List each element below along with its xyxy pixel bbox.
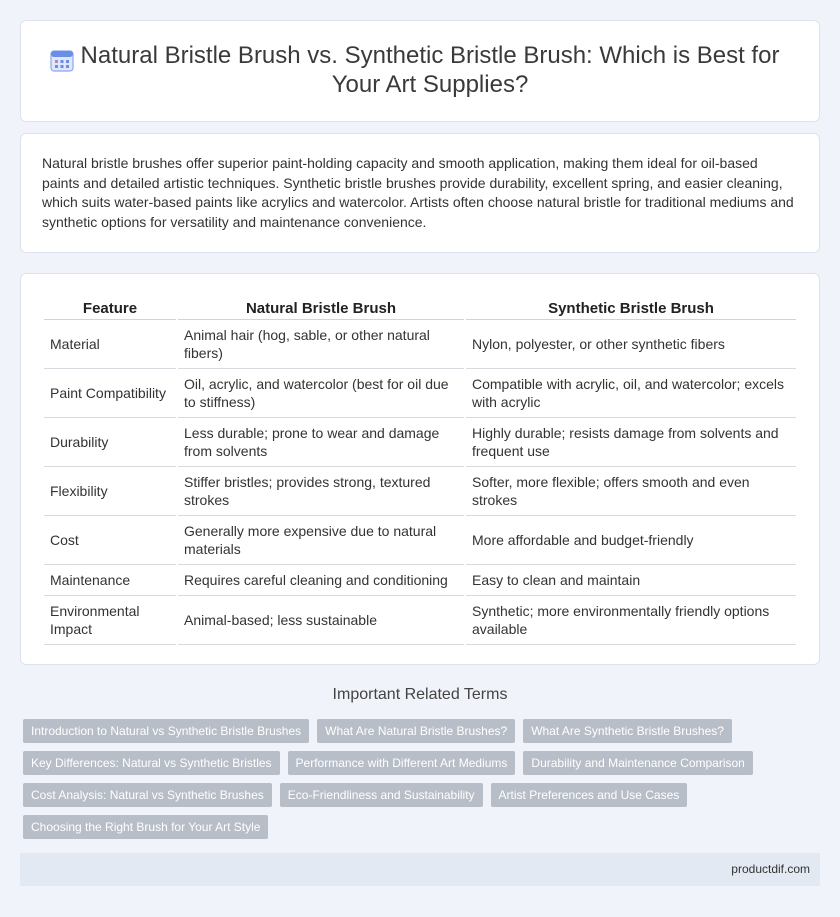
related-term-tag[interactable]: Performance with Different Art Mediums <box>288 751 516 775</box>
related-term-tag[interactable]: Durability and Maintenance Comparison <box>523 751 752 775</box>
cell-synthetic: More affordable and budget-friendly <box>466 516 796 565</box>
header-card <box>20 20 820 122</box>
header-natural: Natural Bristle Brush <box>178 296 464 320</box>
related-term-tag[interactable]: Introduction to Natural vs Synthetic Bristle Brushes <box>23 719 309 743</box>
table-row <box>44 516 796 565</box>
cell-synthetic: Highly durable; resists damage from solvents and frequent use <box>466 418 796 467</box>
related-terms-title: Important Related Terms <box>332 686 508 703</box>
footer-bar <box>20 853 820 886</box>
cell-natural: Animal-based; less sustainable <box>178 596 464 645</box>
related-term-tag[interactable]: What Are Natural Bristle Brushes? <box>317 719 515 743</box>
cell-feature: Flexibility <box>44 467 176 516</box>
header-synthetic: Synthetic Bristle Brush <box>466 296 796 320</box>
comparison-card <box>20 273 820 665</box>
table-row <box>44 467 796 516</box>
page-title: Natural Bristle Brush vs. Synthetic Bristle Brush: Which is Best for Your Art Supplies? <box>80 42 780 98</box>
cell-natural: Generally more expensive due to natural materials <box>178 516 464 565</box>
table-row <box>44 596 796 645</box>
cell-feature: Paint Compatibility <box>44 369 176 418</box>
related-terms-list <box>23 719 803 839</box>
comparison-table <box>42 296 798 645</box>
table-row <box>44 369 796 418</box>
cell-natural: Requires careful cleaning and conditioning <box>178 565 464 596</box>
cell-synthetic: Softer, more flexible; offers smooth and even strokes <box>466 467 796 516</box>
related-term-tag[interactable]: Key Differences: Natural vs Synthetic Bristles <box>23 751 280 775</box>
cell-natural: Oil, acrylic, and watercolor (best for oil due to stiffness) <box>178 369 464 418</box>
cell-feature: Environmental Impact <box>44 596 176 645</box>
related-term-tag[interactable]: Artist Preferences and Use Cases <box>491 783 688 807</box>
table-header-row <box>44 296 796 320</box>
cell-synthetic: Synthetic; more environmentally friendly options available <box>466 596 796 645</box>
footer-site-link[interactable]: productdif.com <box>731 862 810 876</box>
cell-feature: Maintenance <box>44 565 176 596</box>
header-feature: Feature <box>44 296 176 320</box>
related-term-tag[interactable]: Cost Analysis: Natural vs Synthetic Brushes <box>23 783 272 807</box>
cell-feature: Durability <box>44 418 176 467</box>
table-row <box>44 418 796 467</box>
intro-paragraph: Natural bristle brushes offer superior paint-holding capacity and smooth application, making them ideal for oil-based paints and detailed artistic techniques. Synthetic bristle brushes provide durability, excellent spring, and easier cleaning, which suits water-based paints like acrylics and watercolor. Artists often choose natural bristle for traditional mediums and synthetic options for versatility and maintenance convenience. <box>42 155 794 230</box>
cell-synthetic: Nylon, polyester, or other synthetic fibers <box>466 320 796 369</box>
cell-synthetic: Easy to clean and maintain <box>466 565 796 596</box>
cell-feature: Material <box>44 320 176 369</box>
cell-natural: Less durable; prone to wear and damage from solvents <box>178 418 464 467</box>
cell-natural: Stiffer bristles; provides strong, textured strokes <box>178 467 464 516</box>
related-term-tag[interactable]: Eco-Friendliness and Sustainability <box>280 783 483 807</box>
cell-natural: Animal hair (hog, sable, or other natural fibers) <box>178 320 464 369</box>
cell-feature: Cost <box>44 516 176 565</box>
related-term-tag[interactable]: What Are Synthetic Bristle Brushes? <box>523 719 732 743</box>
intro-card <box>20 133 820 253</box>
table-row <box>44 565 796 596</box>
cell-synthetic: Compatible with acrylic, oil, and watercolor; excels with acrylic <box>466 369 796 418</box>
table-row <box>44 320 796 369</box>
related-term-tag[interactable]: Choosing the Right Brush for Your Art Style <box>23 815 268 839</box>
